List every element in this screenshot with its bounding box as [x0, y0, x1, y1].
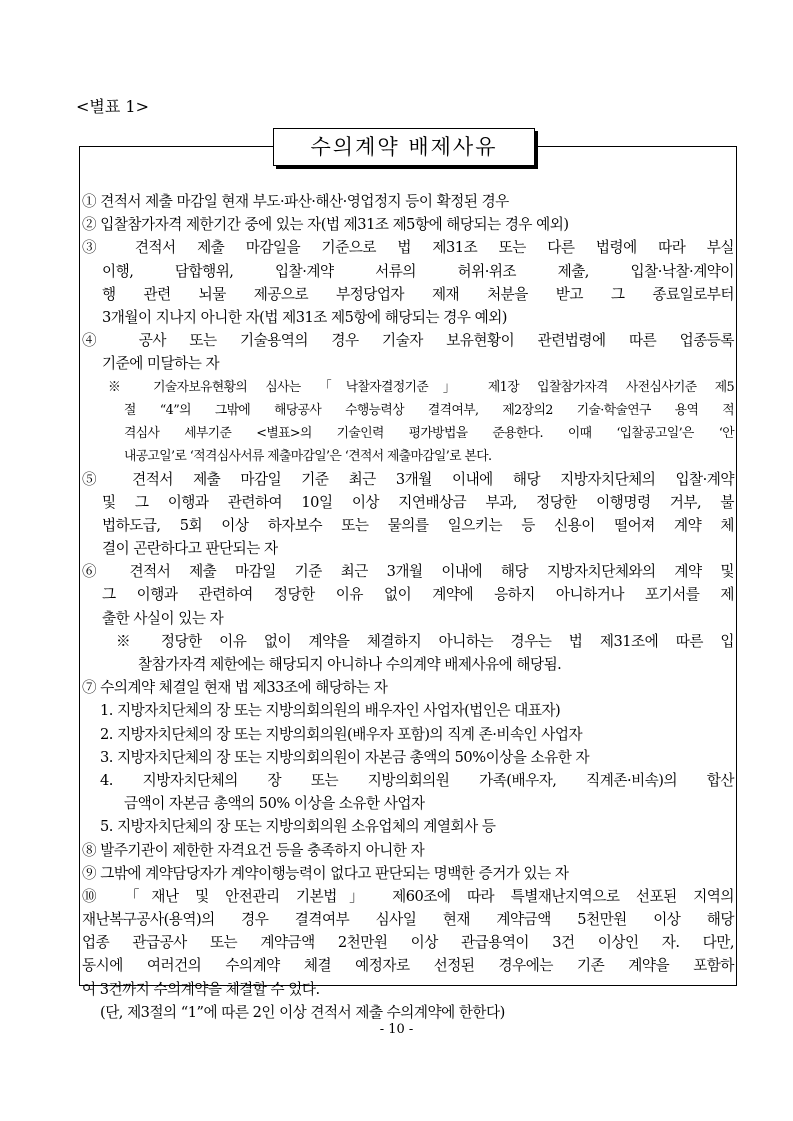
- note-item: 격심사 세부기준 <별표>의 기술인력 평가방법을 준용한다. 이때 ‘입찰공고일’은 ‘안: [124, 425, 734, 441]
- list-item: 행 관련 뇌물 제공으로 부정당업자 제재 처분을 받고 그 종료일로부터: [102, 285, 734, 303]
- list-item: 여 3건까지 수의계약을 체결할 수 있다.: [82, 980, 320, 998]
- sub-item: 1. 지방자치단체의 장 또는 지방의회의원의 배우자인 사업자(법인은 대표자): [100, 702, 561, 720]
- list-item: 기준에 미달하는 자: [102, 355, 220, 373]
- list-item: 3개월이 지나지 아니한 자(법 제31조 제5항에 해당되는 경우 예외): [102, 308, 507, 326]
- list-item: 및 그 이행과 관련하여 10일 이상 지연배상금 부과, 정당한 이행명령 거부, 불: [102, 493, 734, 511]
- sub-item: 4. 지방자치단체의 장 또는 지방의회의원 가족(배우자, 직계존·비속)의 합산: [100, 771, 734, 789]
- sub-item: 5. 지방자치단체의 장 또는 지방의회의원 소유업체의 계열회사 등: [100, 818, 496, 836]
- list-item: ④ 공사 또는 기술용역의 경우 기술자 보유현황이 관련법령에 따른 업종등록: [82, 332, 734, 350]
- list-item: 결이 곤란하다고 판단되는 자: [102, 540, 278, 558]
- page-title: 수의계약 배제사유: [273, 128, 535, 166]
- list-item: ⑧ 발주기관이 제한한 자격요건 등을 충족하지 아니한 자: [82, 841, 425, 859]
- list-item: ① 견적서 제출 마감일 현재 부도·파산·해산·영업정지 등이 확정된 경우: [82, 193, 509, 210]
- list-item: 업종 관급공사 또는 계약금액 2천만원 이상 관급용역이 3건 이상인 자. 다만,: [82, 934, 734, 952]
- note-item: ※ 정당한 이유 없이 계약을 체결하지 아니하는 경우는 법 제31조에 따른 입: [116, 632, 734, 650]
- note-item: 절 “4”의 그밖에 해당공사 수행능력상 결격여부, 제2장의2 기술·학술연구 용역 적: [124, 402, 734, 418]
- note-item: 내공고일’로 ‘적격심사서류 제출마감일’은 ‘견적서 제출마감일’로 본다.: [124, 448, 492, 464]
- sub-item: 금액이 자본금 총액의 50% 이상을 소유한 사업자: [124, 795, 425, 813]
- list-item: ③ 견적서 제출 마감일을 기준으로 법 제31조 또는 다른 법령에 따라 부실: [82, 239, 734, 257]
- list-item: (단, 제3절의 “1”에 따른 2인 이상 견적서 제출 수의계약에 한한다): [100, 1003, 505, 1021]
- list-item: 출한 사실이 있는 자: [102, 609, 224, 627]
- list-item: ⑨ 그밖에 계약담당자가 계약이행능력이 없다고 판단되는 명백한 증거가 있는 자: [82, 864, 569, 882]
- note-item: 찰참가자격 제한에는 해당되지 아니하나 수의계약 배제사유에 해당됨.: [138, 656, 562, 673]
- list-item: 동시에 여러건의 수의계약 체결 예정자로 선정된 경우에는 기존 계약을 포함하: [82, 957, 734, 975]
- list-item: 이행, 담합행위, 입찰·계약 서류의 허위·위조 제출, 입찰·낙찰·계약이: [102, 262, 734, 280]
- list-item: ⑥ 견적서 제출 마감일 기준 최근 3개월 이내에 해당 지방자치단체와의 계약 및: [82, 563, 734, 581]
- list-item: 법하도급, 5회 이상 하자보수 또는 물의를 일으키는 등 신용이 떨어져 계약 체: [102, 516, 734, 534]
- sub-item: 2. 지방자치단체의 장 또는 지방의회의원(배우자 포함)의 직계 존·비속인 사업자: [100, 725, 583, 743]
- list-item: ⑦ 수의계약 체결일 현재 법 제33조에 해당하는 자: [82, 679, 388, 697]
- page-number: - 10 -: [379, 1022, 414, 1037]
- list-item: ② 입찰참가자격 제한기간 중에 있는 자(법 제31조 제5항에 해당되는 경우 예외): [82, 216, 569, 234]
- list-item: 재난복구공사(용역)의 경우 결격여부 심사일 현재 계약금액 5천만원 이상 해당: [82, 911, 734, 929]
- list-item: ⑩ 「재난 및 안전관리 기본법」 제60조에 따라 특별재난지역으로 선포된 지역의: [82, 887, 734, 905]
- exclusion-list: [82, 190, 734, 1024]
- list-item: 그 이행과 관련하여 정당한 이유 없이 계약에 응하지 아니하거나 포기서를 제: [102, 586, 734, 604]
- note-item: ※ 기술자보유현황의 심사는 「낙찰자결정기준」 제1장 입찰참가자격 사전심사기준 제5: [108, 379, 734, 395]
- appendix-label: <별표 1>: [76, 97, 149, 116]
- list-item: ⑤ 견적서 제출 마감일 기준 최근 3개월 이내에 해당 지방자치단체의 입찰·계약: [82, 470, 734, 488]
- sub-item: 3. 지방자치단체의 장 또는 지방의회의원이 자본금 총액의 50%이상을 소유한 자: [100, 748, 590, 766]
